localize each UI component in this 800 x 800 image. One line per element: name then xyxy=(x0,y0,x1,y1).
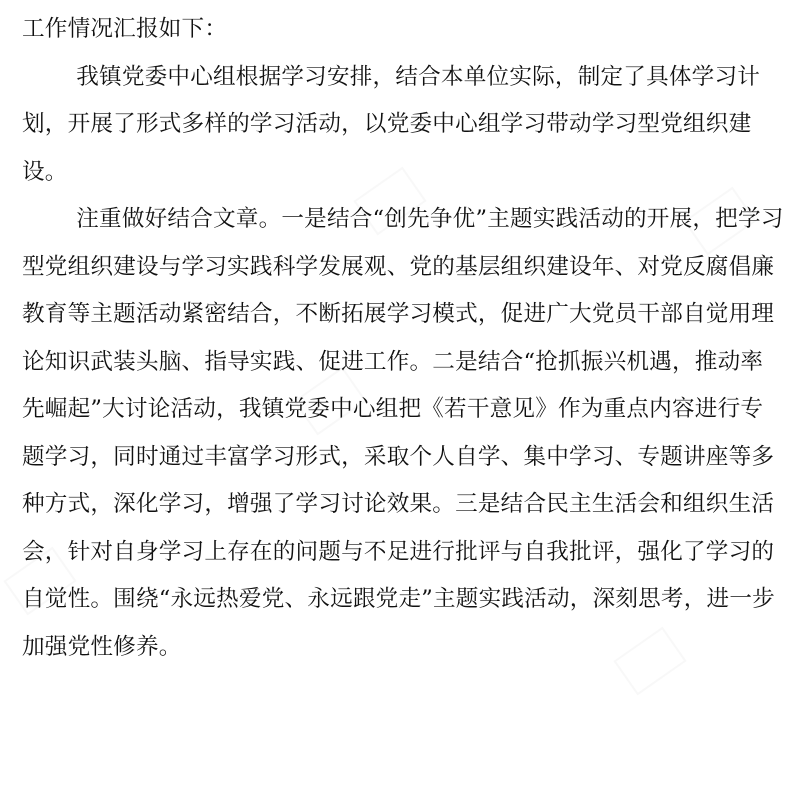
paragraph-study-plan: 我镇党委中心组根据学习安排，结合本单位实际，制定了具体学习计划，开展了形式多样的学习活动，以党委中心组学习带动学习型党组织建设。 xyxy=(22,63,761,185)
document-body xyxy=(22,6,784,671)
document-heading-line: 工作情况汇报如下： xyxy=(22,16,228,42)
paragraph-integration-work: 注重做好结合文章。一是结合“创先争优”主题实践活动的开展，把学习型党组织建设与学习实践科学发展观、党的基层组织建设年、对党反腐倡廉教育等主题活动紧密结合，不断拓展学习模式，促进广大党员干部自觉用理论知识武装头脑、指导实践、促进工作。二是结合“抢抓振兴机遇，推动率先崛起”大讨论活动，我镇党委中心组把《若干意见》作为重点内容进行专题学习，同时通过丰富学习形式，采取个人自学、集中学习、专题讲座等多种方式，深化学习，增强了学习讨论效果。三是结合民主生活会和组织生活会，针对自身学习上存在的问题与不足进行批评与自我批评，强化了学习的自觉性。围绕“永远热爱党、永远跟党走”主题实践活动，深刻思考，进一步加强党性修养。 xyxy=(22,206,784,660)
